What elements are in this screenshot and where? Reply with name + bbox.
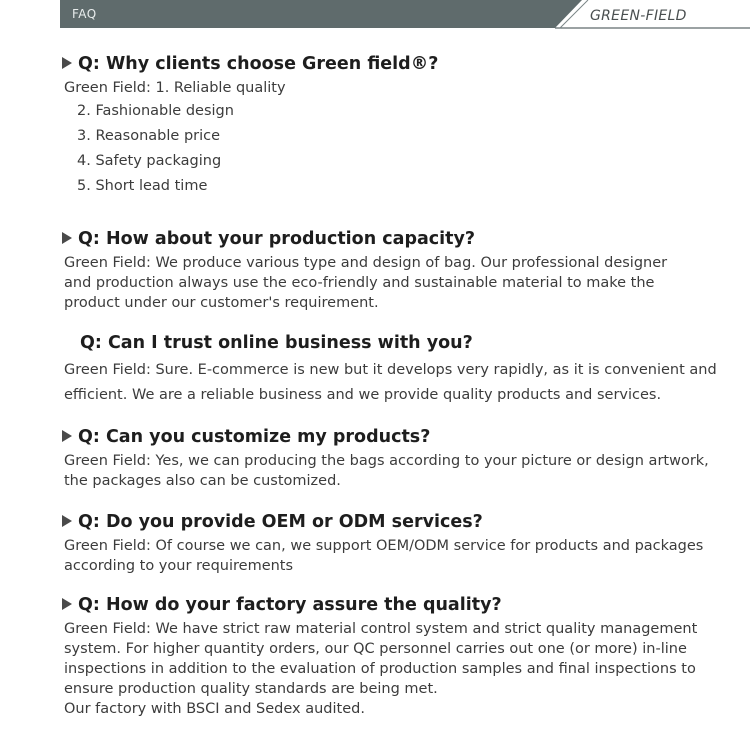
answer-line: efficient. We are a reliable business and we provide quality products and services.	[64, 387, 662, 403]
answer-line: Green Field: Of course we can, we support OEM/ODM service for products and packages	[64, 538, 704, 554]
faq-question: Q: How about your production capacity?	[62, 229, 475, 249]
triangle-bullet-icon	[62, 232, 72, 244]
answer-line: according to your requirements	[64, 558, 294, 574]
triangle-bullet-icon	[62, 598, 72, 610]
answer-line: Green Field: 1. Reliable quality	[64, 80, 286, 96]
section-label: FAQ	[72, 7, 97, 21]
faq-answer	[64, 451, 709, 491]
faq-answer	[64, 78, 704, 98]
brand-logo-text: GREEN-FIELD	[590, 8, 687, 24]
faq-question: Q: Can you customize my products?	[62, 427, 430, 447]
faq-answer	[64, 619, 704, 719]
answer-line: system. For higher quantity orders, our QC personnel carries out one (or more) in-line	[64, 641, 687, 657]
triangle-bullet-icon	[62, 57, 72, 69]
answer-line: the packages also can be customized.	[64, 473, 341, 489]
answer-line: inspections in addition to the evaluation of production samples and final inspections to	[64, 661, 696, 677]
faq-question: Q: Do you provide OEM or ODM services?	[62, 512, 483, 532]
list-item: 5. Short lead time	[77, 178, 208, 194]
list-item: 4. Safety packaging	[77, 153, 222, 169]
page-header	[0, 0, 750, 30]
answer-line: Green Field: Sure. E-commerce is new but it develops very rapidly, as it is convenient and	[64, 362, 717, 378]
answer-line: product under our customer's requirement.	[64, 295, 379, 311]
list-item: 3. Reasonable price	[77, 128, 221, 144]
answer-line: Green Field: Yes, we can producing the bags according to your picture or design artwork,	[64, 453, 709, 469]
triangle-bullet-icon	[62, 515, 72, 527]
answer-line: ensure production quality standards are being met.	[64, 681, 438, 697]
faq-question: Q: Why clients choose Green field®?	[62, 54, 438, 74]
list-item: 2. Fashionable design	[77, 103, 234, 119]
answer-line: Our factory with BSCI and Sedex audited.	[64, 701, 365, 717]
faq-question: Q: How do your factory assure the quality?	[62, 595, 502, 615]
answer-line: and production always use the eco-friendly and sustainable material to make the	[64, 275, 655, 291]
faq-answer	[64, 536, 704, 576]
answer-line: Green Field: We have strict raw material control system and strict quality management	[64, 621, 698, 637]
faq-question: Q: Can I trust online business with you?	[80, 333, 473, 353]
faq-answer	[64, 358, 717, 408]
triangle-bullet-icon	[62, 430, 72, 442]
answer-line: Green Field: We produce various type and design of bag. Our professional designer	[64, 255, 668, 271]
faq-answer	[64, 253, 704, 313]
